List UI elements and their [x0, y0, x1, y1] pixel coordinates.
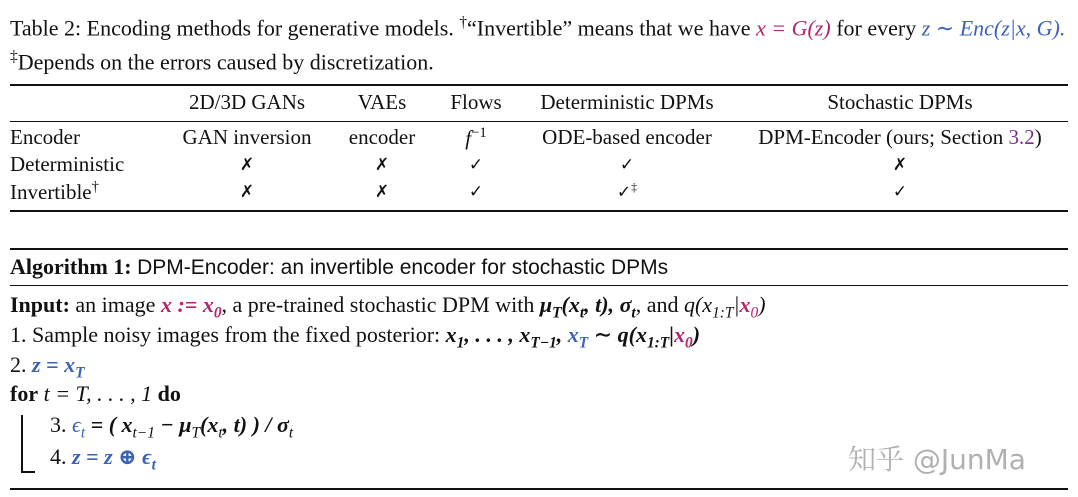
table-caption: [10, 8, 1070, 77]
header-deterministic-dpms: Deterministic DPMs: [540, 89, 714, 114]
section-ref-link[interactable]: 3.2: [1008, 125, 1035, 149]
step2-sub: T: [75, 364, 85, 382]
row-label-deterministic: Deterministic: [10, 152, 125, 176]
check-icon: ✓: [468, 181, 484, 202]
cross-icon: ✗: [374, 154, 390, 175]
step1-x0-sub: 0: [685, 334, 693, 352]
input-x-sub: 0: [213, 304, 222, 322]
caption-label: Table 2:: [10, 15, 82, 41]
flows-f: f: [465, 125, 472, 150]
row-label-invertible: [10, 178, 160, 205]
step3-d: , t) ) / σ: [222, 412, 289, 437]
algorithm-input-line: [10, 292, 766, 322]
det-ddagger: ‡: [631, 180, 638, 195]
cross-icon: ✗: [374, 181, 390, 202]
step2-math: [32, 352, 85, 382]
cell-encoder-stoch: [732, 124, 1068, 151]
header-gans: 2D/3D GANs: [188, 89, 306, 114]
step1-b: , . . . , x: [464, 322, 531, 347]
step3-a: = ( x: [85, 412, 133, 437]
step3-num: 3.: [50, 412, 67, 437]
q-x-sub: 0: [750, 304, 759, 322]
cell-encoder-flows: [430, 124, 522, 151]
step1-d: ∼ q(x: [588, 322, 647, 347]
step3-b-sub: T: [191, 424, 201, 442]
algorithm-title-text: DPM-Encoder: an invertible encoder for stochastic DPMs: [137, 256, 669, 279]
check-icon: ✓: [892, 181, 908, 202]
cell-encoder-vaes: encoder: [348, 125, 416, 149]
input-q: [683, 292, 766, 322]
caption-text-1: Encoding methods for generative models.: [86, 15, 454, 41]
q-x: x: [739, 292, 751, 317]
q-close: ): [758, 292, 766, 317]
step1-b-sub: T−1: [530, 334, 557, 352]
invertible-label: Invertible: [10, 179, 92, 204]
step4-sub: t: [151, 456, 156, 474]
step3-b: − μ: [154, 412, 192, 437]
cell-encoder-det: ODE-based encoder: [542, 125, 712, 149]
input-sigma: [619, 292, 636, 322]
caption-math-2: z ∼ Enc(z|x, G).: [921, 15, 1066, 41]
caption-text-2: “Invertible” means that we have: [467, 15, 751, 41]
input-text-2: , a pre-trained stochastic DPM with: [221, 292, 535, 317]
algorithm-step-1: [10, 322, 700, 352]
check-icon: ✓: [619, 154, 635, 175]
cross-icon: ✗: [892, 154, 908, 175]
q-open: q(x: [683, 292, 713, 317]
caption-ddagger: ‡: [10, 48, 18, 66]
caption-text-3: for every: [836, 15, 917, 41]
loop-bracket: [21, 415, 23, 473]
step2-eq: z = x: [32, 352, 76, 377]
step3-c: (x: [200, 412, 219, 437]
check-icon: ✓: [616, 182, 632, 203]
encoding-table: [10, 86, 1068, 205]
step1-a: x: [445, 322, 457, 347]
table-row-deterministic: [10, 151, 1068, 178]
step1-math: [445, 322, 701, 352]
table-row-invertible: [10, 178, 1068, 205]
algorithm-title-bold: Algorithm 1:: [10, 254, 132, 279]
check-icon-with-ddagger: [522, 178, 732, 205]
input-x: [160, 292, 222, 322]
header-vaes: VAEs: [357, 89, 407, 114]
step4-num: 4.: [50, 444, 67, 469]
mu-args-end: , t),: [584, 292, 615, 317]
input-x-text: x := x: [160, 292, 214, 317]
step1-f: ): [692, 322, 701, 347]
invertible-sup: †: [91, 178, 99, 195]
algorithm-step-3: [50, 412, 293, 442]
algorithm-title-rule: [10, 285, 1068, 286]
header-stochastic-dpms: Stochastic DPMs: [827, 89, 973, 114]
loop-bracket-foot: [21, 471, 35, 473]
algorithm-top-rule: [10, 248, 1068, 250]
step1-x0: x: [674, 322, 686, 347]
q-mid: |: [733, 292, 740, 317]
algorithm-title: [10, 254, 668, 280]
input-text-1: an image: [75, 292, 156, 317]
step3-d-sub: t: [288, 424, 294, 442]
step3-eps-sub: t: [80, 424, 86, 442]
step3-math: [72, 412, 294, 442]
step1-e: |: [669, 322, 675, 347]
stoch-close: ): [1034, 125, 1042, 149]
table-header-row: [10, 86, 1068, 118]
step2-num: 2.: [10, 352, 27, 377]
algorithm-for-line: [10, 381, 181, 407]
stoch-text: DPM-Encoder (ours; Section: [758, 125, 1004, 149]
row-label-encoder: Encoder: [10, 125, 80, 149]
algorithm-step-2: [10, 352, 85, 382]
caption-math-1: x = G(z): [755, 15, 831, 41]
q-sub: 1:T: [712, 304, 734, 322]
step1-xT-sub: T: [578, 334, 589, 352]
cell-encoder-gans: GAN inversion: [182, 125, 312, 149]
step4-math: [72, 444, 156, 474]
algorithm-step-4: [50, 444, 156, 474]
table-row-encoder: [10, 124, 1068, 151]
cross-icon: ✗: [239, 181, 255, 202]
do-keyword: do: [157, 381, 181, 406]
input-label: Input:: [10, 292, 70, 317]
step1-c: ,: [556, 322, 568, 347]
sigma-symbol: σ: [619, 292, 632, 317]
algorithm-bottom-rule: [10, 488, 1068, 490]
step1-text: 1. Sample noisy images from the fixed posterior:: [10, 322, 441, 347]
step1-a-sub: 1: [456, 334, 465, 352]
mu-sub: T: [552, 304, 562, 322]
mu-args-sub: t: [579, 304, 585, 322]
flows-sup: −1: [471, 124, 487, 141]
for-keyword: for: [10, 381, 39, 406]
mu-args: (x: [561, 292, 580, 317]
input-text-3: , and: [635, 292, 679, 317]
mu-symbol: μ: [539, 292, 553, 317]
for-math: t = T, . . . , 1: [43, 381, 153, 406]
check-icon: ✓: [468, 154, 484, 175]
step1-xT: x: [567, 322, 579, 347]
header-flows: Flows: [450, 89, 502, 114]
step1-d-sub: 1:T: [646, 334, 670, 352]
header-empty: [10, 86, 160, 118]
zhihu-watermark: 知乎 @JunMa: [848, 443, 1026, 476]
caption-dagger: †: [459, 14, 468, 31]
step3-a-sub: t−1: [132, 424, 155, 442]
step3-eps: ϵ: [72, 412, 81, 437]
step3-c-sub: t: [218, 424, 223, 442]
cross-icon: ✗: [239, 154, 255, 175]
table-bottom-rule: [10, 210, 1068, 212]
caption-text-4: Depends on the errors caused by discretization.: [17, 49, 434, 75]
sigma-sub: t: [631, 304, 636, 322]
step4-eq: z = z ⊕ ϵ: [72, 444, 152, 469]
input-mu: [539, 292, 615, 322]
